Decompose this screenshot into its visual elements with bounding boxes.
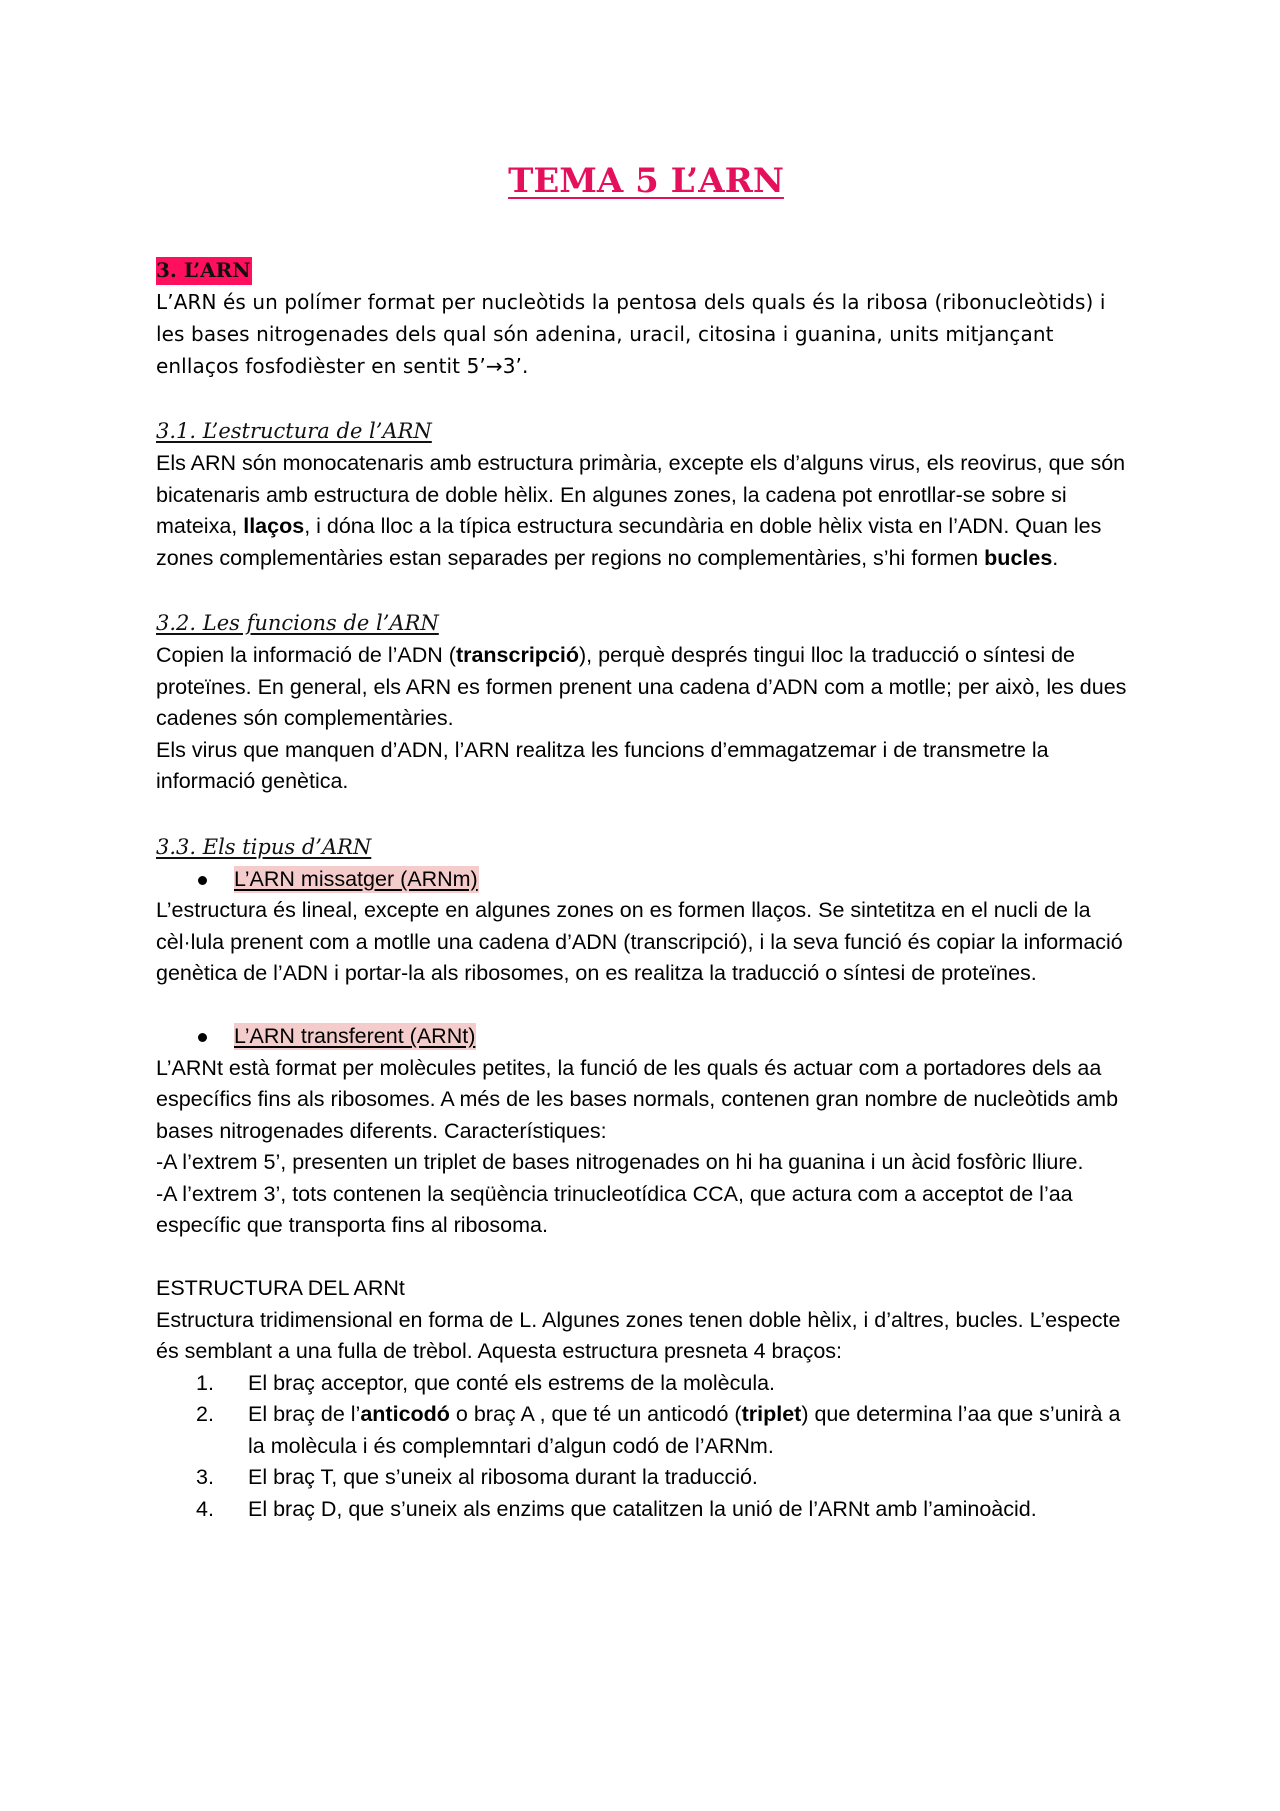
bold-term: llaços [243,514,305,538]
text-run: Els ARN són monocatenaris amb estructura primària, excepte els d’alguns virus, els reovirus, que són bicatenaris amb estructura de doble hèlix. En algunes zones, la cadena pot enrotllar-se sobre si mateixa, [156,451,1126,538]
document-title: TEMA 5 L’ARN [508,161,784,201]
text-run: o braç A , que té un anticodó ( [449,1402,742,1426]
list-item-text: El braç T, que s’uneix al ribosoma durant la traducció. [248,1465,758,1489]
list-item-text: El braç acceptor, que conté els estrems de la molècula. [248,1370,776,1395]
section-3-1-paragraph [156,448,1136,574]
section-3-heading-text: 3. L’ARN [156,257,252,285]
section-3-paragraph: L’ARN és un polímer format per nucleòtids la pentosa dels quals és la ribosa (ribonucleòtids) i les bases nitrogenades dels qual són adenina, uracil, citosina i guanina, units mitjançant enllaços fosfodièster en sentit 5’→3’. [156,290,1106,378]
list-number: 4. [196,1496,214,1521]
text-run: . [1052,545,1059,570]
list-number: 1. [196,1370,214,1395]
arnm-paragraph: L’estructura és lineal, excepte en algunes zones on es formen llaços. Se sintetitza en el nucli de la cèl·lula prenent com a motlle una cadena d’ADN (transcripció), i la seva funció és copiar la informació genètica de l’ADN i portar-la als ribosomes, on es realitza la traducció o síntesi de proteïnes. [156,898,1123,985]
arnt-5-end-paragraph: -A l’extrem 5’, presenten un triplet de bases nitrogenades on hi ha guanina i un àcid fosfòric lliure. [156,1150,1084,1174]
bold-term: triplet [741,1402,802,1426]
bullet-dot-icon [198,876,207,885]
text-run: ), perquè després tingui lloc la traducció o síntesi de proteïnes. En general, els ARN es formen prenent una cadena d’ADN com a motlle; per això, les dues cadenes són complementàries. [156,643,1127,730]
list-item-text [240,1399,1136,1462]
spacer [156,990,1136,1022]
text-run: , i dóna lloc a la típica estructura secundària en doble hèlix vista en l’ADN. Quan les zones complementàries estan separades per regions no complementàries, s’hi formen [156,514,1102,570]
arnt-3-end-paragraph: -A l’extrem 3’, tots contenen la seqüència trinucleotídica CCA, que actura com a acceptot de l’aa específic que transporta fins al ribosoma. [156,1181,1073,1237]
list-number: 3. [196,1465,214,1489]
text-run: ) que determina l’aa que s’unirà a la molècula i és complemntari d’algun codó de l’ARNm. [248,1402,1121,1458]
text-run: El braç de l’ [248,1402,361,1426]
section-3-1-heading: 3.1. L’estructura de l’ARN [156,419,432,443]
bullet-arnm-label: L’ARN missatger (ARNm) [234,866,478,891]
list-number: 2. [196,1402,214,1426]
bold-term: anticodó [360,1402,450,1426]
section-3-3-heading: 3.3. Els tipus d’ARN [156,834,372,859]
bullet-dot-icon [198,1033,207,1042]
bold-term: transcripció [455,643,580,667]
section-3-heading [156,254,1136,286]
section-3-2-paragraph [156,640,1136,735]
text-run: Copien la informació de l’ADN ( [156,643,456,667]
section-3-2-heading: 3.2. Les funcions de l’ARN [156,611,439,635]
arnt-structure-paragraph: Estructura tridimensional en forma de L. Algunes zones tenen doble hèlix, i d’altres, bucles. L’especte és semblant a una fulla de trèbol. Aquesta estructura presneta 4 braços: [156,1307,1121,1363]
bullet-arnt-label: L’ARN transferent (ARNt) [234,1024,476,1048]
arnt-paragraph: L’ARNt està format per molècules petites, la funció de les quals és actuar com a portadores dels aa específics fins als ribosomes. A més de les bases normals, contenen gran nombre de nucleòtids amb bases nitrogenades diferents. Característiques: [156,1055,1119,1143]
bullet-arnt [156,1021,1136,1053]
list-item [156,1368,1136,1400]
bullet-arnm [156,864,1136,896]
arnt-structure-heading: ESTRUCTURA DEL ARNt [156,1276,405,1300]
bold-term: bucles [984,545,1053,570]
spacer [156,1242,1136,1274]
list-item [156,1494,1136,1526]
list-item [156,1462,1136,1494]
arnt-arms-list [156,1368,1136,1526]
document-body [156,158,1136,1525]
list-item-text: El braç D, que s’uneix als enzims que catalitzen la unió de l’ARNt amb l’aminoàcid. [248,1496,1037,1521]
list-item [156,1399,1136,1462]
section-3-2-paragraph-2: Els virus que manquen d’ADN, l’ARN realitza les funcions d’emmagatzemar i de transmetre la informació genètica. [156,737,1049,793]
